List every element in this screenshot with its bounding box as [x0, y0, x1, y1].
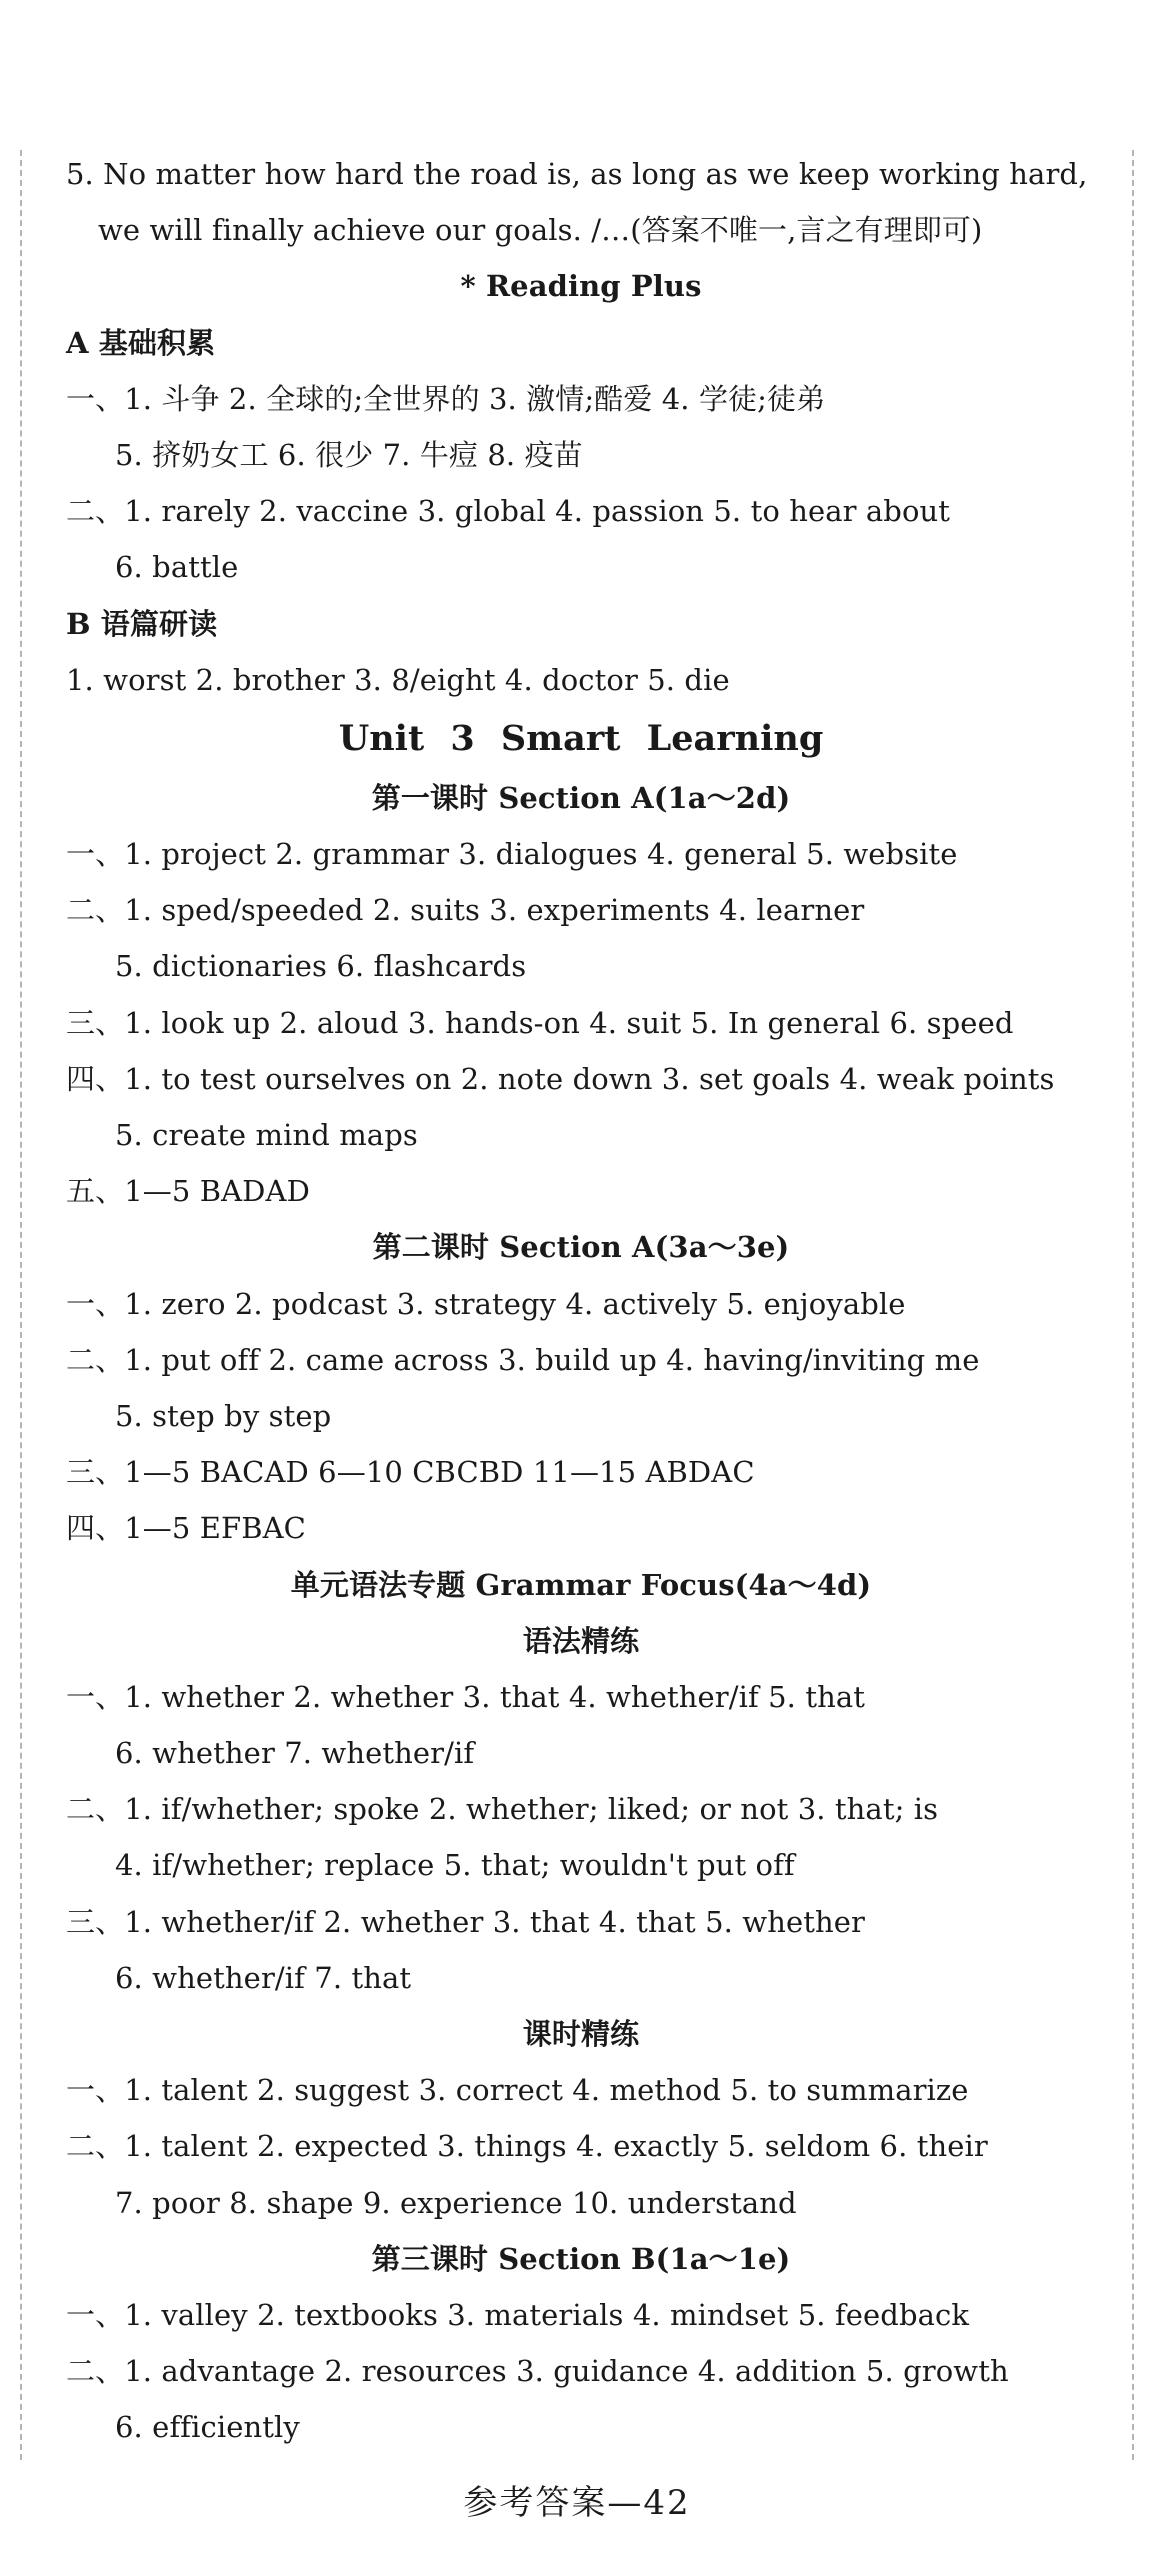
- answer-line: 1. worst 2. brother 3. 8/eight 4. doctor 5. die: [66, 662, 730, 697]
- answer-line: 五、1—5 BADAD: [66, 1174, 310, 1209]
- answer-line: 三、1—5 BACAD 6—10 CBCBD 11—15 ABDAC: [66, 1455, 755, 1490]
- answer-line: 二、1. advantage 2. resources 3. guidance 4. addition 5. growth: [66, 2354, 1009, 2389]
- answer-line: 5. step by step: [115, 1398, 332, 1433]
- page-footer: 参考答案—42: [463, 2483, 691, 2523]
- answer-line: 一、1. project 2. grammar 3. dialogues 4. general 5. website: [66, 837, 958, 872]
- lesson-heading: 第二课时 Section A(3a～3e): [372, 1230, 790, 1265]
- answer-line: we will finally achieve our goals. /…(答案不唯一,言之有理即可): [98, 213, 983, 248]
- answer-line: 四、1—5 EFBAC: [66, 1511, 306, 1546]
- unit-title: Unit 3 Smart Learning: [338, 717, 824, 759]
- lesson-heading: 第一课时 Section A(1a～2d): [371, 780, 791, 815]
- answer-line: 6. whether/if 7. that: [115, 1960, 412, 1995]
- left-dashed-border: [20, 150, 22, 2460]
- answer-line: 二、1. sped/speeded 2. suits 3. experiments 4. learner: [66, 893, 865, 928]
- answer-line: 5. dictionaries 6. flashcards: [115, 949, 527, 984]
- answer-line: 三、1. look up 2. aloud 3. hands-on 4. suit 5. In general 6. speed: [66, 1005, 1014, 1040]
- right-dashed-border: [1132, 150, 1134, 2460]
- reading-plus-heading: * Reading Plus: [460, 269, 702, 304]
- answer-line: 一、1. whether 2. whether 3. that 4. whether/if 5. that: [66, 1679, 865, 1714]
- section-heading: B 语篇研读: [66, 606, 218, 641]
- answer-line: 5. No matter how hard the road is, as long as we keep working hard,: [66, 157, 1088, 191]
- answer-line: 5. 挤奶女工 6. 很少 7. 牛痘 8. 疫苗: [115, 437, 583, 472]
- answer-line: 5. create mind maps: [115, 1118, 418, 1152]
- answer-line: 一、1. zero 2. podcast 3. strategy 4. actively 5. enjoyable: [66, 1286, 906, 1321]
- lesson-heading: 单元语法专题 Grammar Focus(4a～4d): [290, 1567, 872, 1602]
- answer-line: 6. whether 7. whether/if: [115, 1736, 475, 1771]
- answer-line: 二、1. rarely 2. vaccine 3. global 4. passion 5. to hear about: [66, 494, 951, 529]
- answer-line: 二、1. put off 2. came across 3. build up 4. having/inviting me: [66, 1342, 980, 1377]
- answer-line: 7. poor 8. shape 9. experience 10. understand: [115, 2185, 797, 2220]
- subsection-heading: 课时精练: [522, 2017, 640, 2051]
- lesson-heading: 第三课时 Section B(1a～1e): [371, 2241, 791, 2276]
- answer-line: 一、1. talent 2. suggest 3. correct 4. method 5. to summarize: [66, 2073, 969, 2108]
- section-heading: A 基础积累: [66, 325, 216, 360]
- answer-line: 一、1. valley 2. textbooks 3. materials 4. mindset 5. feedback: [66, 2297, 970, 2332]
- answer-line: 四、1. to test ourselves on 2. note down 3. set goals 4. weak points: [66, 1061, 1055, 1096]
- answer-line: 三、1. whether/if 2. whether 3. that 4. that 5. whether: [66, 1904, 865, 1939]
- answer-line: 二、1. if/whether; spoke 2. whether; liked; or not 3. that; is: [66, 1792, 939, 1827]
- answer-line: 4. if/whether; replace 5. that; wouldn't put off: [115, 1848, 795, 1883]
- answer-line: 6. efficiently: [115, 2410, 300, 2445]
- answer-line: 二、1. talent 2. expected 3. things 4. exactly 5. seldom 6. their: [66, 2129, 988, 2164]
- answer-line: 6. battle: [115, 550, 239, 585]
- answer-line: 一、1. 斗争 2. 全球的;全世界的 3. 激情;酷爱 4. 学徒;徒弟: [66, 381, 826, 416]
- subsection-heading: 语法精练: [522, 1623, 640, 1658]
- answer-content: [66, 146, 1096, 2456]
